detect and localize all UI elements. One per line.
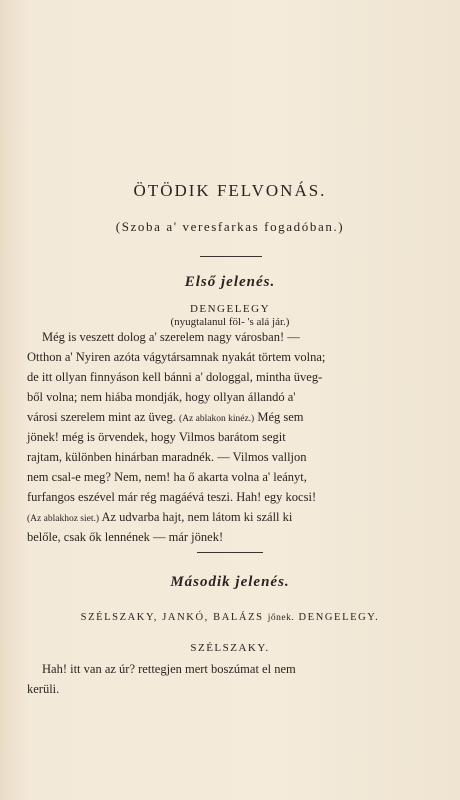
stage-direction: (nyugtalanul föl- 's alá jár.) xyxy=(170,316,290,328)
setting-direction: (Szoba a' veresfarkas fogadóban.) xyxy=(115,219,345,234)
cast-list: SZÉLSZAKY, JANKÓ, BALÁZS jőnek. DENGELEGY. xyxy=(80,612,380,623)
inline-stage-direction: (Az ablakhoz siet.) xyxy=(27,514,100,524)
inline-stage-direction: (Az ablakon kinéz.) xyxy=(179,414,255,424)
book-page: ÖTÖDIK FELVONÁS. (Szoba a' veresfarkas fogadóban.) Első jelenés. DENGELEGY (nyugtalanul föl- 's alá jár.) Még is veszett dolog a' szerelem nagy városban! — Otthon a' Nyiren azóta vágytársamnak nyakát törtem volna; de itt ollyan finnyáson kell bánni a' dologgal, mintha üveg- ből volna; nem hiába mondják, hogy ollyan állandó a' városi szerelem mint az üveg. (Az ablakon kinéz.) Még sem jönek! még is örvendek, hogy Vilmos barátom segit rajtam, különben hinárban maradnék. — Vilmos valljon nem csal-e meg? Nem, nem! ha ő akarta volna a' leányt, furfangos eszével már rég magáévá teszi. Hah! egy kocsi! (Az ablakhoz siet.) Az udvarba hajt, nem látom ki száll ki belőle, csak ők lennének — már jönek! Második jelenés. SZÉLSZAKY, JANKÓ, BALÁZS jőnek. DENGELEGY. SZÉLSZAKY. Hah! itt van az úr? rettegjen mert boszúmat el nem kerüli. xyxy=(0,0,460,800)
scene-title-second: Második jelenés. xyxy=(170,574,290,590)
act-title: ÖTÖDIK FELVONÁS. xyxy=(133,181,327,200)
divider-rule xyxy=(197,552,263,553)
speaker-name: SZÉLSZAKY. xyxy=(190,642,270,654)
divider-rule xyxy=(200,256,262,257)
speaker-name: DENGELEGY xyxy=(189,303,271,315)
scene-title-first: Első jelenés. xyxy=(184,274,276,290)
